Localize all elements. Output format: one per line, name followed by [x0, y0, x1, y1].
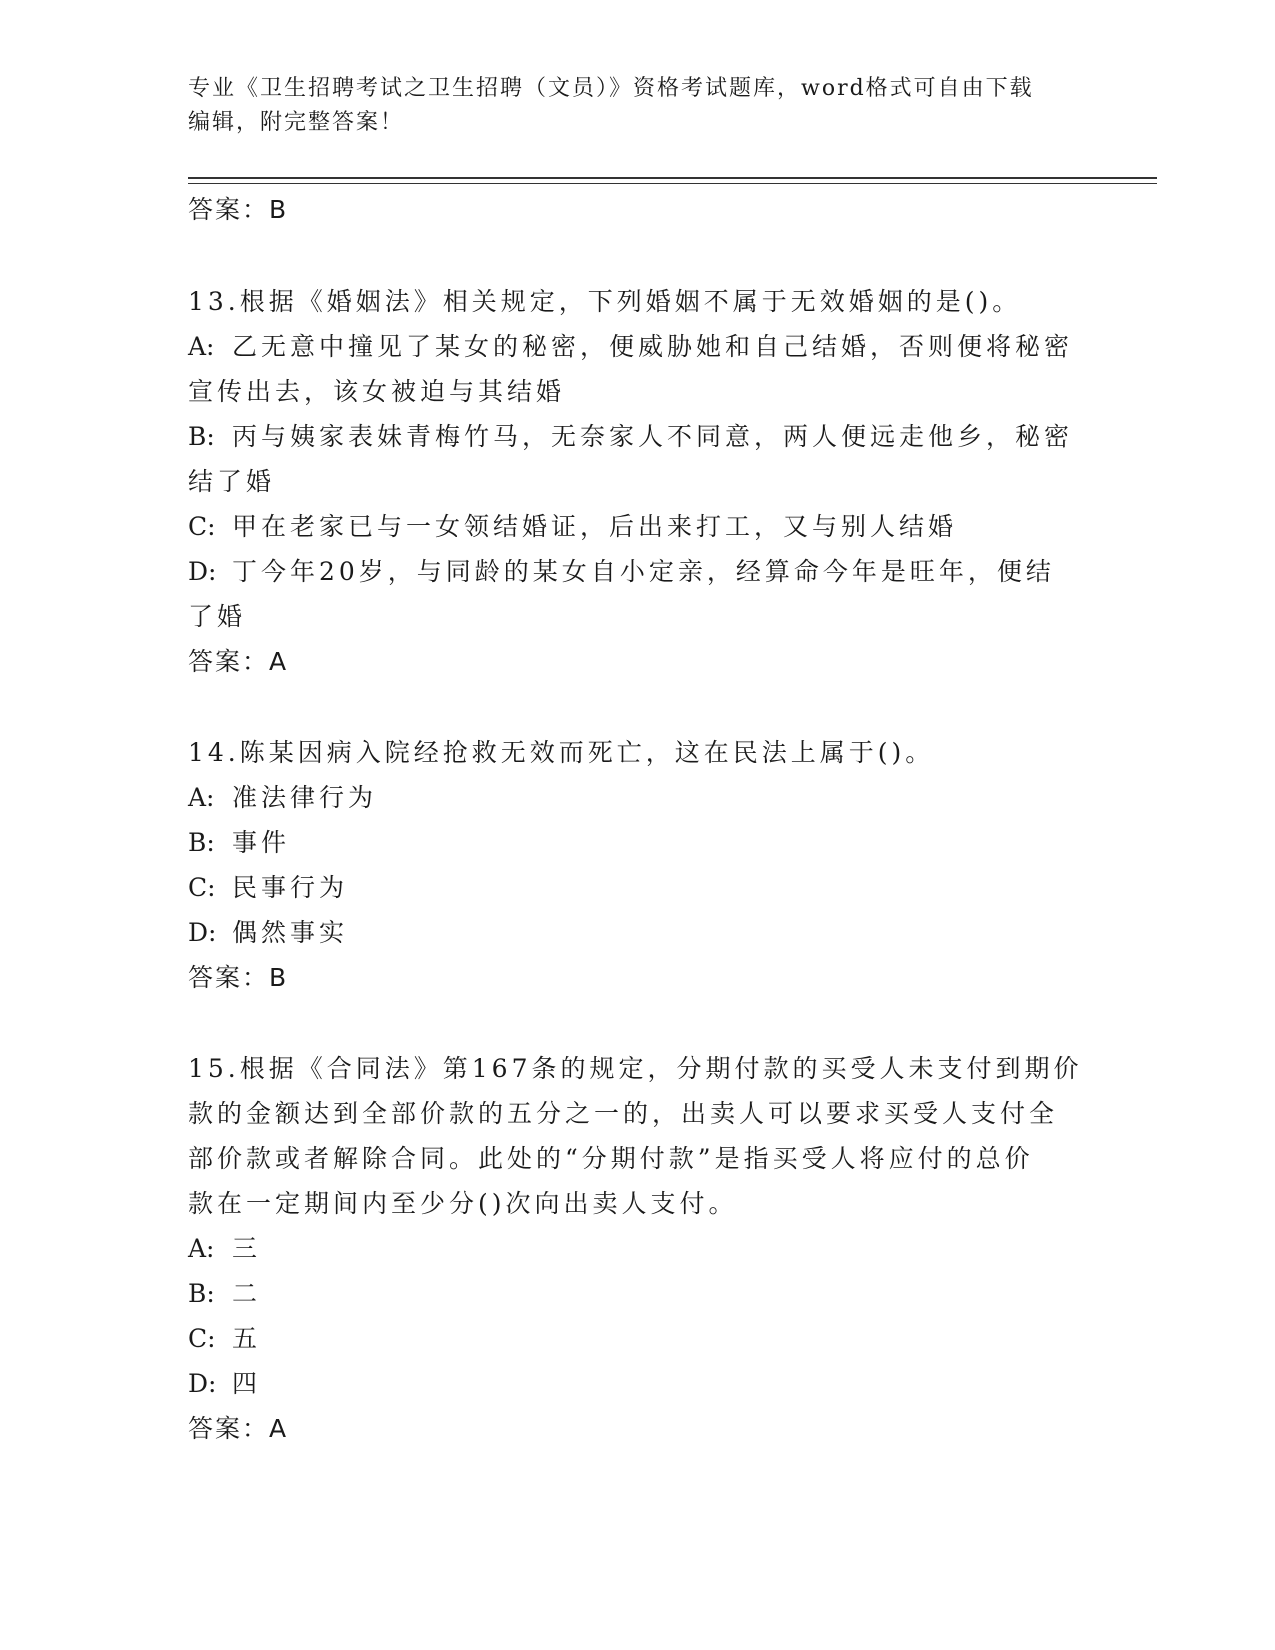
- question-13-option-d: [188, 549, 1088, 594]
- option-label: C:: [188, 873, 216, 902]
- option-text: 乙无意中撞见了某女的秘密，便威胁她和自己结婚，否则便将秘密: [232, 332, 1074, 361]
- question-15-answer: 答案：A: [188, 1414, 289, 1443]
- header-rule-thick: [188, 177, 1157, 179]
- option-text: 事件: [232, 828, 291, 857]
- document-header: [188, 72, 1068, 140]
- option-label: C:: [188, 512, 216, 541]
- question-13-option-b: [188, 414, 1088, 459]
- question-13-option-b-cont: 结了婚: [188, 467, 276, 496]
- question-14-option-d: [188, 910, 1088, 955]
- question-15-option-c: [188, 1316, 1088, 1361]
- option-text: 丙与姨家表妹青梅竹马，无奈家人不同意，两人便远走他乡，秘密: [232, 422, 1074, 451]
- question-15-stem-3: 部价款或者解除合同。此处的“分期付款”是指买受人将应付的总价: [188, 1144, 1034, 1173]
- option-label: B:: [188, 422, 215, 451]
- option-label: D:: [188, 1369, 217, 1398]
- question-14-stem: 14.陈某因病入院经抢救无效而死亡，这在民法上属于()。: [188, 738, 935, 767]
- previous-answer: 答案：B: [188, 195, 289, 224]
- option-text: 丁今年20岁，与同龄的某女自小定亲，经算命今年是旺年，便结: [232, 557, 1055, 586]
- question-13-option-c: [188, 504, 1088, 549]
- header-line-1: 专业《卫生招聘考试之卫生招聘（文员）》资格考试题库，word格式可自由下载: [188, 76, 1034, 101]
- question-15-stem-4: 款在一定期间内至少分()次向出卖人支付。: [188, 1189, 738, 1218]
- question-15-option-d: [188, 1361, 1088, 1406]
- header-rule-thin: [188, 183, 1157, 184]
- question-14-option-b: [188, 820, 1088, 865]
- option-text: 三: [232, 1234, 262, 1263]
- question-15-stem-2: 款的金额达到全部价款的五分之一的，出卖人可以要求买受人支付全: [188, 1099, 1059, 1128]
- option-label: B:: [188, 1279, 215, 1308]
- option-text: 二: [232, 1279, 262, 1308]
- question-13-option-d-cont: 了婚: [188, 602, 247, 631]
- question-15-option-b: [188, 1271, 1088, 1316]
- option-text: 准法律行为: [232, 783, 378, 812]
- question-13-option-a-cont: 宣传出去，该女被迫与其结婚: [188, 377, 566, 406]
- option-label: A:: [188, 1234, 215, 1263]
- option-text: 民事行为: [232, 873, 349, 902]
- question-14-answer: 答案：B: [188, 963, 289, 992]
- option-label: A:: [188, 332, 215, 361]
- option-text: 五: [232, 1324, 262, 1353]
- option-label: D:: [188, 557, 217, 586]
- option-label: B:: [188, 828, 215, 857]
- option-label: D:: [188, 918, 217, 947]
- option-text: 四: [232, 1369, 262, 1398]
- option-label: C:: [188, 1324, 216, 1353]
- option-label: A:: [188, 783, 215, 812]
- question-13-answer: 答案：A: [188, 647, 289, 676]
- question-13-stem: 13.根据《婚姻法》相关规定，下列婚姻不属于无效婚姻的是()。: [188, 287, 1022, 316]
- question-14-option-c: [188, 865, 1088, 910]
- question-14-option-a: [188, 775, 1088, 820]
- option-text: 甲在老家已与一女领结婚证，后出来打工，又与别人结婚: [232, 512, 958, 541]
- question-13-option-a: [188, 324, 1088, 369]
- question-15-option-a: [188, 1226, 1088, 1271]
- question-15-stem-1: 15.根据《合同法》第167条的规定，分期付款的买受人未支付到期价: [188, 1054, 1083, 1083]
- option-text: 偶然事实: [232, 918, 349, 947]
- header-line-2: 编辑，附完整答案！: [188, 110, 405, 135]
